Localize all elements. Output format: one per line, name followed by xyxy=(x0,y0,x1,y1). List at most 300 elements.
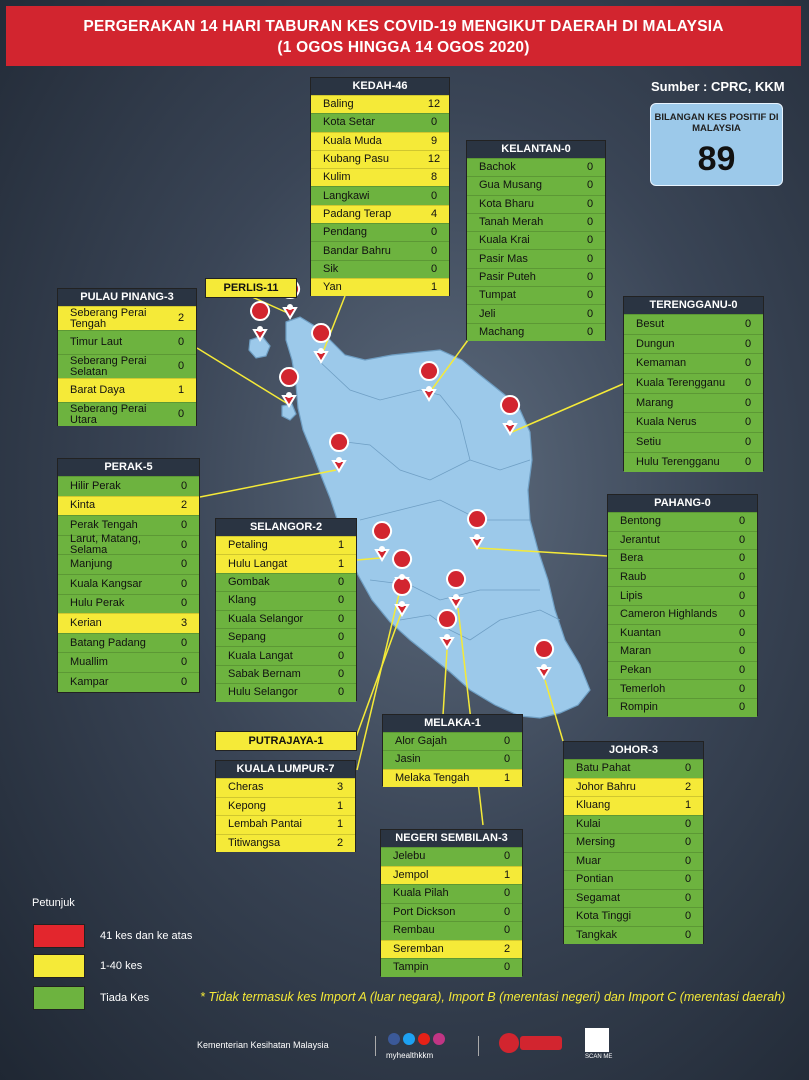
district-cases: 3 xyxy=(336,781,344,794)
district-row xyxy=(58,613,199,633)
district-name: Tanah Merah xyxy=(479,217,544,229)
title-line-2: (1 OGOS HINGGA 14 OGOS 2020) xyxy=(277,39,530,56)
district-name: Rompin xyxy=(620,702,658,714)
district-row xyxy=(381,847,522,866)
district-row xyxy=(58,354,196,378)
table-selangor xyxy=(215,518,357,701)
district-cases: 0 xyxy=(684,854,692,867)
district-name: Lembah Pantai xyxy=(228,819,302,831)
district-cases: 0 xyxy=(684,891,692,904)
district-row xyxy=(311,186,449,204)
district-row xyxy=(58,402,196,426)
district-row xyxy=(58,672,199,692)
district-row xyxy=(467,213,605,231)
district-cases: 0 xyxy=(180,675,188,688)
source-label: Sumber : CPRC, KKM xyxy=(651,79,785,94)
district-name: Bandar Bahru xyxy=(323,245,391,257)
district-row xyxy=(467,304,605,322)
title-line-1: PERGERAKAN 14 HARI TABURAN KES COVID-19 MENGIKUT DAERAH DI MALAYSIA xyxy=(83,18,724,35)
district-cases: 1 xyxy=(503,771,511,784)
district-cases: 0 xyxy=(337,667,345,680)
table-terengganu xyxy=(623,296,764,471)
district-cases: 0 xyxy=(177,360,185,372)
district-name: Tangkak xyxy=(576,929,617,941)
district-row xyxy=(58,378,196,402)
district-cases: 0 xyxy=(744,435,752,448)
district-name: Seremban xyxy=(393,943,444,955)
district-row xyxy=(311,223,449,241)
district-cases: 0 xyxy=(684,910,692,923)
district-name: Rembau xyxy=(393,925,435,937)
district-cases: 0 xyxy=(738,701,746,714)
district-row xyxy=(381,940,522,959)
district-cases: 1 xyxy=(684,799,692,812)
district-row xyxy=(608,661,757,680)
district-cases: 2 xyxy=(180,499,188,512)
myhealth-logo-icon xyxy=(498,1030,564,1056)
district-row xyxy=(381,866,522,885)
district-cases: 12 xyxy=(427,98,441,111)
district-cases: 0 xyxy=(337,631,345,644)
district-row xyxy=(608,568,757,587)
district-row xyxy=(564,907,703,926)
district-row xyxy=(311,168,449,186)
district-row xyxy=(564,778,703,797)
district-cases: 0 xyxy=(684,873,692,886)
district-name: Tampin xyxy=(393,962,429,974)
district-name: Pasir Mas xyxy=(479,253,528,265)
district-cases: 0 xyxy=(337,575,345,588)
social-handle: myhealthkkm xyxy=(386,1051,434,1060)
district-cases: 1 xyxy=(430,281,438,294)
district-name: Mersing xyxy=(576,837,616,849)
district-cases: 0 xyxy=(586,179,594,192)
district-cases: 0 xyxy=(684,928,692,941)
table-header: PERAK-5 xyxy=(58,459,199,476)
district-name: Jeli xyxy=(479,308,496,320)
district-name: Segamat xyxy=(576,892,621,904)
district-name: Baling xyxy=(323,99,354,111)
district-row xyxy=(216,665,356,683)
district-name: Hilir Perak xyxy=(70,480,121,492)
district-row xyxy=(608,642,757,661)
district-row xyxy=(467,286,605,304)
district-row xyxy=(58,554,199,574)
district-cases: 0 xyxy=(586,216,594,229)
district-cases: 0 xyxy=(503,850,511,863)
district-name: Timur Laut xyxy=(70,337,123,348)
district-cases: 1 xyxy=(337,539,345,552)
district-cases: 0 xyxy=(180,518,188,531)
district-name: Sik xyxy=(323,263,339,275)
district-name: Kepong xyxy=(228,800,266,812)
scan-me-label: SCAN ME xyxy=(585,1054,613,1060)
district-name: Jempol xyxy=(393,869,429,881)
table-header: NEGERI SEMBILAN-3 xyxy=(381,830,522,847)
district-row xyxy=(311,241,449,259)
district-cases: 0 xyxy=(586,252,594,265)
district-row xyxy=(216,778,355,797)
district-cases: 1 xyxy=(337,557,345,570)
district-name: Klang xyxy=(228,595,257,607)
footer-divider xyxy=(375,1036,376,1056)
district-row xyxy=(383,732,522,750)
social-icons xyxy=(388,1033,445,1045)
district-cases: 0 xyxy=(586,307,594,320)
district-cases: 0 xyxy=(744,317,752,330)
district-row xyxy=(58,515,199,535)
district-cases: 0 xyxy=(503,961,511,974)
district-row xyxy=(608,679,757,698)
district-name: Pekan xyxy=(620,665,652,677)
district-name: Kuala Pilah xyxy=(393,888,449,900)
district-cases: 0 xyxy=(744,396,752,409)
district-cases: 2 xyxy=(684,780,692,793)
district-name: Kinta xyxy=(70,500,96,512)
district-cases: 0 xyxy=(503,753,511,766)
district-row xyxy=(216,610,356,628)
district-name: Pendang xyxy=(323,227,368,239)
table-header: PULAU PINANG-3 xyxy=(58,289,196,306)
district-name: Temerloh xyxy=(620,683,666,695)
district-name: Kuantan xyxy=(620,627,661,639)
district-name: Kuala Muda xyxy=(323,135,382,147)
district-row xyxy=(467,176,605,194)
district-row xyxy=(383,769,522,787)
district-name: Kuala Kangsar xyxy=(70,578,143,590)
district-name: Kota Setar xyxy=(323,117,375,129)
district-row xyxy=(624,393,763,413)
district-name: Langkawi xyxy=(323,190,370,202)
district-name: Kuala Nerus xyxy=(636,417,697,429)
district-name: Perak Tengah xyxy=(70,519,138,531)
district-name: Sabak Bernam xyxy=(228,668,301,680)
district-name: Besut xyxy=(636,318,665,330)
district-row xyxy=(216,554,356,572)
district-name: Kuala Terengganu xyxy=(636,377,726,389)
district-cases: 0 xyxy=(177,336,185,348)
table-pulau-pinang xyxy=(57,288,197,426)
district-name: Padang Terap xyxy=(323,208,392,220)
district-cases: 0 xyxy=(738,682,746,695)
label-putrajaya: PUTRAJAYA-1 xyxy=(215,731,357,751)
district-name: Bera xyxy=(620,553,644,565)
district-name: Sepang xyxy=(228,632,266,644)
district-cases: 0 xyxy=(744,337,752,350)
district-cases: 0 xyxy=(744,357,752,370)
total-cases-label: BILANGAN KES POSITIF DI MALAYSIA xyxy=(654,112,779,134)
district-cases: 0 xyxy=(430,189,438,202)
district-cases: 3 xyxy=(180,616,188,629)
district-cases: 0 xyxy=(430,262,438,275)
district-name: Yan xyxy=(323,282,342,294)
district-cases: 0 xyxy=(180,538,188,551)
district-row xyxy=(467,268,605,286)
table-perak xyxy=(57,458,200,693)
district-row xyxy=(624,314,763,334)
district-row xyxy=(58,496,199,516)
district-cases: 4 xyxy=(430,207,438,220)
district-cases: 1 xyxy=(336,818,344,831)
district-cases: 0 xyxy=(738,515,746,528)
district-row xyxy=(467,323,605,341)
table-header: KELANTAN-0 xyxy=(467,141,605,158)
district-name: Raub xyxy=(620,572,647,584)
district-row xyxy=(58,574,199,594)
district-cases: 8 xyxy=(430,171,438,184)
district-cases: 0 xyxy=(503,887,511,900)
district-cases: 12 xyxy=(427,153,441,166)
district-row xyxy=(624,334,763,354)
district-name: Lipis xyxy=(620,590,643,602)
district-cases: 2 xyxy=(503,942,511,955)
district-cases: 0 xyxy=(503,735,511,748)
table-header: KEDAH-46 xyxy=(311,78,449,95)
district-cases: 0 xyxy=(337,594,345,607)
youtube-icon[interactable] xyxy=(418,1033,430,1045)
district-cases: 0 xyxy=(586,270,594,283)
table-kelantan xyxy=(466,140,606,340)
qr-code-icon[interactable] xyxy=(585,1028,609,1052)
district-name: Hulu Selangor xyxy=(228,687,298,699)
district-row xyxy=(381,884,522,903)
district-cases: 0 xyxy=(586,197,594,210)
district-row xyxy=(58,535,199,555)
legend-red-label: 41 kes dan ke atas xyxy=(100,930,193,942)
table-header: KUALA LUMPUR-7 xyxy=(216,761,355,778)
district-name: Cameron Highlands xyxy=(620,609,718,621)
district-name: Kerian xyxy=(70,617,102,629)
district-row xyxy=(311,205,449,223)
district-row xyxy=(216,683,356,701)
district-cases: 9 xyxy=(430,134,438,147)
district-name: Johor Bahru xyxy=(576,781,636,793)
district-name: Melaka Tengah xyxy=(395,772,470,784)
district-cases: 0 xyxy=(337,612,345,625)
district-cases: 0 xyxy=(738,608,746,621)
district-name: Alor Gajah xyxy=(395,736,447,748)
district-row xyxy=(467,158,605,176)
district-cases: 0 xyxy=(738,533,746,546)
instagram-icon[interactable] xyxy=(433,1033,445,1045)
legend-yellow-swatch xyxy=(33,954,85,978)
district-row xyxy=(467,231,605,249)
district-name: Larut, Matang, Selama xyxy=(70,534,141,557)
district-cases: 0 xyxy=(586,234,594,247)
district-name: Bentong xyxy=(620,516,661,528)
district-row xyxy=(608,531,757,550)
twitter-icon[interactable] xyxy=(403,1033,415,1045)
footnote: * Tidak termasuk kes Import A (luar negara), Import B (merentasi negeri) dan Import C (merentasi daerah) xyxy=(200,990,786,1004)
district-name: Muallim xyxy=(70,657,108,669)
district-name: Setiu xyxy=(636,436,662,448)
district-row xyxy=(624,353,763,373)
district-name: Jasin xyxy=(395,754,421,766)
table-negeri-sembilan xyxy=(380,829,523,976)
district-row xyxy=(311,113,449,131)
district-cases: 0 xyxy=(180,577,188,590)
district-row xyxy=(216,536,356,554)
table-header: SELANGOR-2 xyxy=(216,519,356,536)
district-row xyxy=(216,628,356,646)
district-row xyxy=(564,889,703,908)
district-name: Titiwangsa xyxy=(228,837,281,849)
district-cases: 2 xyxy=(177,312,185,324)
district-name: Barat Daya xyxy=(70,385,126,396)
table-header: PAHANG-0 xyxy=(608,495,757,512)
district-row xyxy=(564,852,703,871)
district-name: Kemaman xyxy=(636,358,687,370)
legend-red-swatch xyxy=(33,924,85,948)
district-name: Port Dickson xyxy=(393,906,456,918)
district-row xyxy=(58,330,196,354)
district-name: Kluang xyxy=(576,800,611,812)
district-row xyxy=(564,833,703,852)
district-name: Marang xyxy=(636,397,674,409)
district-cases: 1 xyxy=(336,799,344,812)
ministry-name: Kementerian Kesihatan Malaysia xyxy=(197,1040,329,1050)
district-cases: 0 xyxy=(337,686,345,699)
table-kedah xyxy=(310,77,450,296)
district-name: Kota Tinggi xyxy=(576,911,632,923)
district-name: Dungun xyxy=(636,338,675,350)
table-header: JOHOR-3 xyxy=(564,742,703,759)
district-row xyxy=(216,834,355,853)
district-name: Pasir Puteh xyxy=(479,271,536,283)
district-name: Kota Bharu xyxy=(479,198,535,210)
district-cases: 0 xyxy=(177,408,185,420)
pin-langkawi-icon xyxy=(251,302,269,340)
district-row xyxy=(311,260,449,278)
district-row xyxy=(216,591,356,609)
district-name: Kulai xyxy=(576,818,601,830)
table-header: TERENGGANU-0 xyxy=(624,297,763,314)
district-cases: 0 xyxy=(180,656,188,669)
district-row xyxy=(608,512,757,531)
district-cases: 0 xyxy=(430,226,438,239)
district-row xyxy=(381,921,522,940)
district-name: Kampar xyxy=(70,676,109,688)
district-name: Manjung xyxy=(70,559,113,571)
district-name: Batu Pahat xyxy=(576,763,631,775)
district-row xyxy=(467,249,605,267)
district-name: Jelebu xyxy=(393,851,426,863)
label-perlis: PERLIS-11 xyxy=(205,278,297,298)
district-row xyxy=(381,958,522,977)
table-johor xyxy=(563,741,704,944)
district-name: Batang Padang xyxy=(70,637,146,649)
district-row xyxy=(58,306,196,330)
district-cases: 0 xyxy=(337,649,345,662)
district-row xyxy=(311,150,449,168)
district-name: Hulu Langat xyxy=(228,558,288,570)
district-name: Hulu Perak xyxy=(70,598,125,610)
district-row xyxy=(624,373,763,393)
district-name: Jerantut xyxy=(620,534,660,546)
legend-green-swatch xyxy=(33,986,85,1010)
legend-title: Petunjuk xyxy=(32,897,75,909)
district-row xyxy=(608,605,757,624)
district-name: Gombak xyxy=(228,576,270,588)
legend-green-label: Tiada Kes xyxy=(100,992,150,1004)
district-cases: 0 xyxy=(586,161,594,174)
district-name: Seberang Perai Utara xyxy=(70,403,147,426)
district-cases: 0 xyxy=(503,905,511,918)
district-name: Muar xyxy=(576,855,602,867)
district-cases: 0 xyxy=(430,244,438,257)
district-name: Kubang Pasu xyxy=(323,154,390,166)
district-row xyxy=(608,549,757,568)
district-row xyxy=(624,432,763,452)
district-row xyxy=(564,815,703,834)
district-cases: 2 xyxy=(336,836,344,849)
district-name: Hulu Terengganu xyxy=(636,456,720,468)
district-name: Pontian xyxy=(576,874,614,886)
facebook-icon[interactable] xyxy=(388,1033,400,1045)
district-name: Gua Musang xyxy=(479,180,542,192)
district-row xyxy=(58,633,199,653)
district-name: Seberang Perai Tengah xyxy=(70,307,147,330)
district-name: Maran xyxy=(620,646,652,658)
district-row xyxy=(564,759,703,778)
total-cases-value: 89 xyxy=(697,140,736,178)
district-cases: 0 xyxy=(180,479,188,492)
district-row xyxy=(467,195,605,213)
district-name: Seberang Perai Selatan xyxy=(70,355,147,378)
district-row xyxy=(216,573,356,591)
district-name: Kuala Selangor xyxy=(228,613,304,625)
district-row xyxy=(58,652,199,672)
district-cases: 0 xyxy=(738,571,746,584)
district-name: Kulim xyxy=(323,172,351,184)
district-row xyxy=(311,278,449,296)
district-name: Cheras xyxy=(228,782,264,794)
district-row xyxy=(58,594,199,614)
district-cases: 0 xyxy=(738,552,746,565)
district-row xyxy=(311,132,449,150)
district-row xyxy=(608,586,757,605)
district-row xyxy=(216,797,355,816)
district-cases: 0 xyxy=(744,416,752,429)
district-name: Tumpat xyxy=(479,290,516,302)
district-cases: 0 xyxy=(684,817,692,830)
district-row xyxy=(624,412,763,432)
legend-yellow-label: 1-40 kes xyxy=(100,960,143,972)
table-header: MELAKA-1 xyxy=(383,715,522,732)
district-cases: 1 xyxy=(177,384,185,396)
district-cases: 0 xyxy=(586,289,594,302)
district-cases: 0 xyxy=(738,626,746,639)
table-pahang xyxy=(607,494,758,716)
district-cases: 0 xyxy=(738,645,746,658)
district-cases: 0 xyxy=(684,836,692,849)
district-name: Kuala Langat xyxy=(228,650,293,662)
district-row xyxy=(58,476,199,496)
district-row xyxy=(381,903,522,922)
district-cases: 0 xyxy=(744,376,752,389)
district-row xyxy=(608,624,757,643)
district-row xyxy=(216,646,356,664)
district-cases: 0 xyxy=(684,762,692,775)
district-cases: 0 xyxy=(738,589,746,602)
district-cases: 0 xyxy=(503,924,511,937)
district-cases: 0 xyxy=(738,664,746,677)
district-name: Petaling xyxy=(228,540,268,552)
table-melaka xyxy=(382,714,523,786)
district-row xyxy=(564,796,703,815)
district-cases: 0 xyxy=(744,455,752,468)
district-cases: 0 xyxy=(586,325,594,338)
